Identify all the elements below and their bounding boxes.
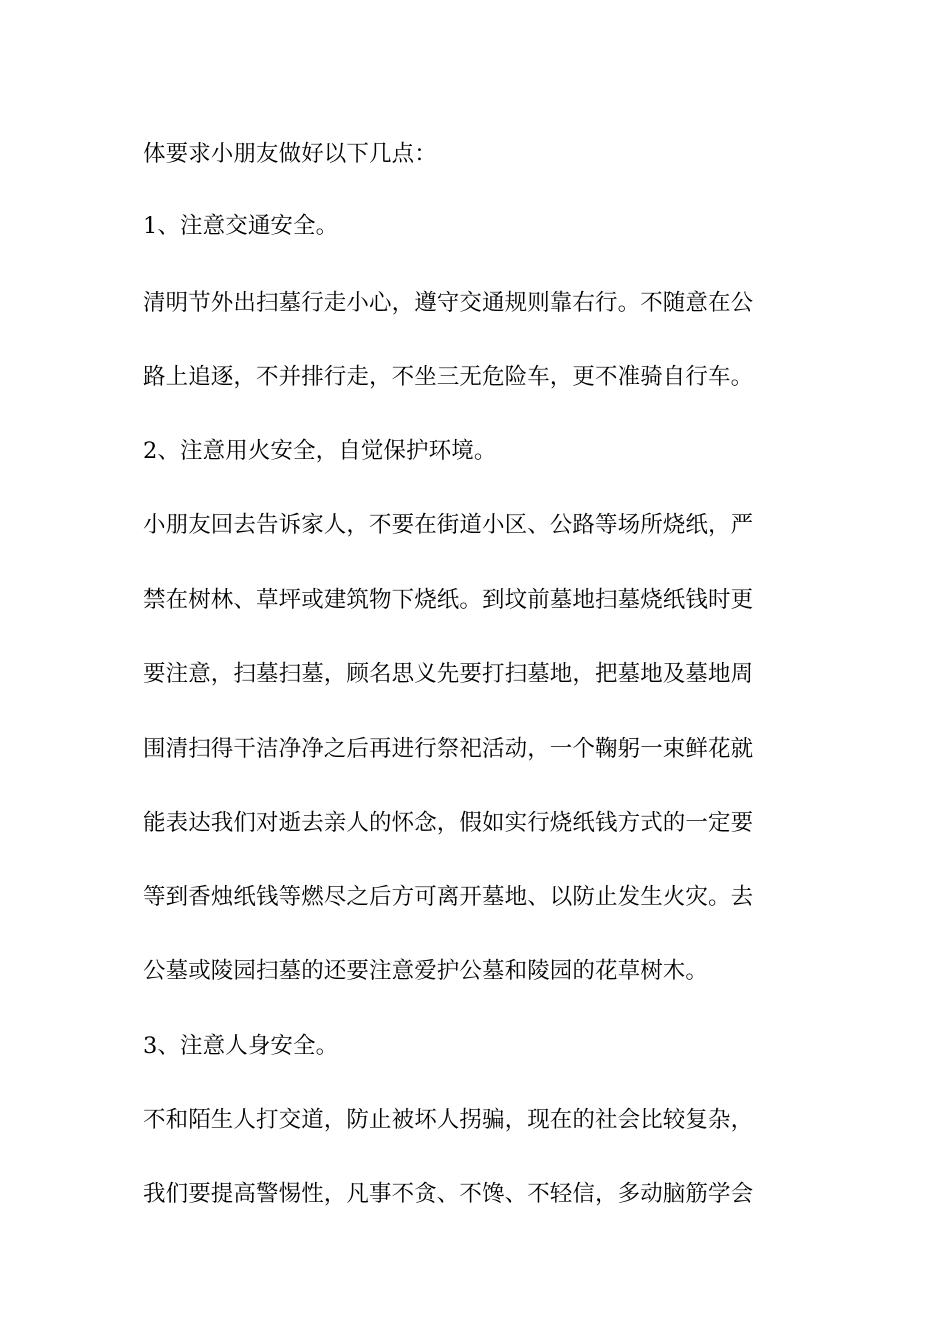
text-line: 禁在树林、草坪或建筑物下烧纸。到坟前墓地扫墓烧纸钱时更 [143,587,754,613]
text-line: 我们要提高警惕性，凡事不贪、不馋、不轻信，多动脑筋学会 [143,1181,754,1207]
text-line: 等到香烛纸钱等燃尽之后方可离开墓地、以防止发生火灾。去 [143,884,754,910]
section-heading-fire-safety: 2、注意用火安全，自觉保护环境。 [143,438,497,464]
text-line: 路上追逐，不并排行走，不坐三无危险车，更不准骑自行车。 [143,364,754,390]
section-heading-traffic-safety: 1、注意交通安全。 [143,213,339,239]
text-line: 小朋友回去告诉家人，不要在街道小区、公路等场所烧纸，严 [143,512,754,538]
text-line: 体要求小朋友做好以下几点： [143,141,437,167]
text-line: 不和陌生人打交道，防止被坏人拐骗，现在的社会比较复杂， [143,1107,754,1133]
text-line: 清明节外出扫墓行走小心，遵守交通规则靠右行。不随意在公 [143,290,754,316]
text-line: 公墓或陵园扫墓的还要注意爱护公墓和陵园的花草树木。 [143,958,709,984]
text-line: 围清扫得干洁净净之后再进行祭祀活动，一个鞠躬一束鲜花就 [143,736,754,762]
text-line: 要注意，扫墓扫墓，顾名思义先要打扫墓地，把墓地及墓地周 [143,661,754,687]
section-heading-personal-safety: 3、注意人身安全。 [143,1033,339,1059]
text-line: 能表达我们对逝去亲人的怀念，假如实行烧纸钱方式的一定要 [143,810,754,836]
